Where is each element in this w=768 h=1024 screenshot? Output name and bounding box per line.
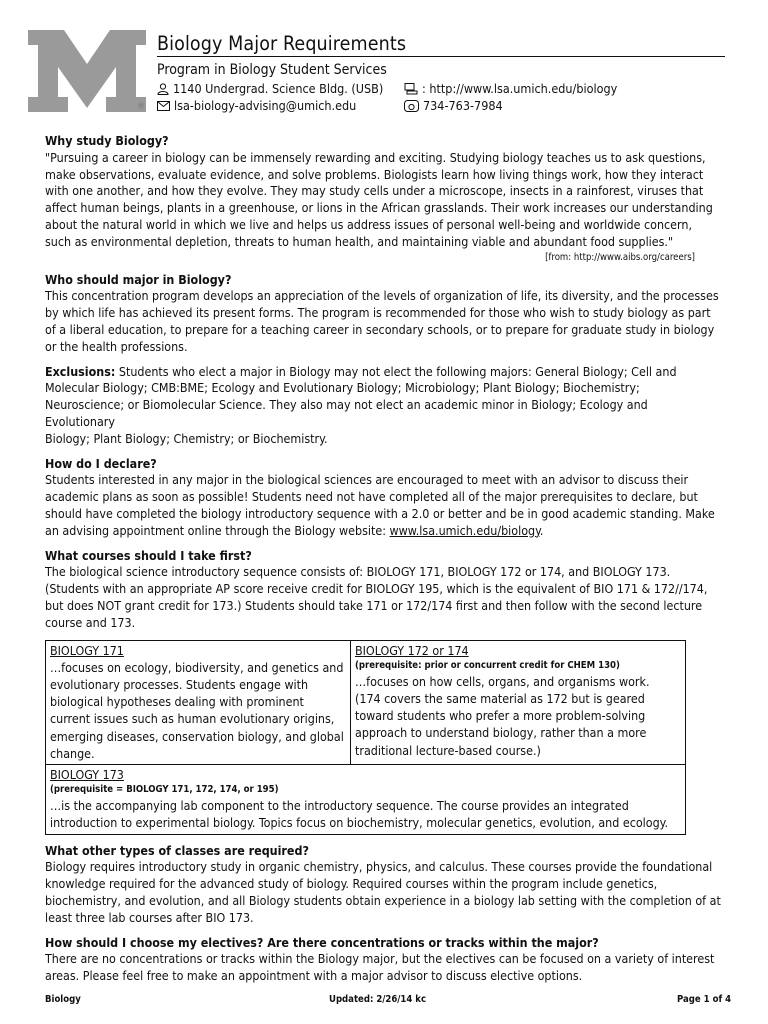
first-courses-line: The biological science introductory sequence consists of: BIOLOGY 171, BIOLOGY 172 or 174, and BIOLOGY 173. xyxy=(45,564,671,580)
other-classes-line: biochemistry, and evolution, and all Biology students obtain experience in a biology lab setting with the completion of at xyxy=(45,892,721,908)
page-title: Biology Major Requirements xyxy=(157,32,407,55)
course-desc-line: emerging diseases, conservation biology, and global xyxy=(50,728,344,744)
who-line: or the health professions. xyxy=(45,338,188,354)
why-quote-line: make observations, evaluate evidence, and solve problems. Biologists learn how living things work, how they interact xyxy=(45,166,704,182)
who-heading: Who should major in Biology? xyxy=(45,271,232,287)
first-courses-line: course and 173. xyxy=(45,614,136,630)
who-line: of a liberal education, to prepare for a teaching career in secondary schools, or to prepare for graduate study in biology xyxy=(45,321,715,337)
declare-end: . xyxy=(539,522,544,538)
why-quote-line: affect human beings, plants in a greenhouse, or lions in the African grasslands. Their work increases our understanding xyxy=(45,200,713,216)
course-desc-line: approach to understand biology, rather than a more xyxy=(355,725,647,741)
footer-updated: Updated: 2/26/14 kc xyxy=(329,994,427,1005)
declare-line xyxy=(45,523,721,540)
footer-page-number: Page 1 of 4 xyxy=(677,994,732,1005)
program-name: Program in Biology Student Services xyxy=(157,62,387,78)
course-cell-171 xyxy=(46,640,351,764)
who-line: This concentration program develops an appreciation of the levels of organization of life, its diversity, and the processes xyxy=(45,288,719,304)
other-classes-heading: What other types of classes are required? xyxy=(45,842,309,858)
exclusions-text: Students who elect a major in Biology may not elect the following majors: General Biology; Cell and xyxy=(115,363,677,379)
other-classes-line: knowledge required for the advanced study of biology. Required courses within the program include genetics, xyxy=(45,876,658,892)
course-cell-172 xyxy=(351,640,686,764)
course-desc-line: toward students who prefer a more problem-solving xyxy=(355,708,646,724)
course-desc-line: current issues such as human evolutionary origins, xyxy=(50,711,335,727)
course-title: BIOLOGY 172 or 174 xyxy=(355,642,469,658)
who-line: by which life has achieved its present forms. The program is recommended for those who wish to study biology as part xyxy=(45,305,711,321)
why-quote-line: "Pursuing a career in biology can be immensely rewarding and exciting. Studying biology teaches us to ask questions, xyxy=(45,149,706,165)
course-desc-line: introduction to experimental biology. Topics focus on biochemistry, molecular genetics, evolution, and ecology. xyxy=(50,815,669,831)
other-classes-line: Biology requires introductory study in organic chemistry, physics, and calculus. These courses provide the foundational xyxy=(45,859,713,875)
course-desc-line: biological hypotheses dealing with prominent xyxy=(50,694,304,710)
envelope-icon xyxy=(157,101,170,111)
electives-line: There are no concentrations or tracks within the Biology major, but the electives can be focused on a variety of interest xyxy=(45,951,715,967)
footer-left: Biology xyxy=(45,994,81,1005)
course-desc-line: …focuses on how cells, organs, and organisms work. xyxy=(355,673,650,689)
course-desc-line: (174 covers the same material as 172 but is geared xyxy=(355,690,645,706)
course-prereq: (prerequisite: prior or concurrent credit for CHEM 130) xyxy=(355,659,620,671)
phone-icon xyxy=(404,100,419,112)
course-title: BIOLOGY 173 xyxy=(50,766,124,782)
course-desc-line: traditional lecture-based course.) xyxy=(355,742,541,758)
course-desc-line: change. xyxy=(50,745,95,761)
title-divider xyxy=(157,56,725,57)
website-link[interactable]: : http://www.lsa.umich.edu/biology xyxy=(422,81,618,96)
biology-website-link[interactable]: www.lsa.umich.edu/biology xyxy=(389,522,540,538)
declare-heading: How do I declare? xyxy=(45,455,157,471)
address-text: 1140 Undergrad. Science Bldg. (USB) xyxy=(173,81,384,96)
exclusions-line: Neuroscience; or Biomolecular Science. They also may not elect an academic minor in Biology; Ecology and Evolutionary xyxy=(45,397,648,429)
registered-mark: ® xyxy=(137,102,146,112)
main-content xyxy=(45,133,721,985)
university-block-m-logo xyxy=(28,30,146,112)
exclusions-line: Biology; Plant Biology; Chemistry; or Biochemistry. xyxy=(45,430,328,446)
quote-source: [from: http://www.aibs.org/careers] xyxy=(545,251,695,263)
declare-text: an advising appointment online through the Biology website: xyxy=(45,522,390,538)
phone-line xyxy=(404,98,503,113)
why-quote-line: such as environmental depletion, threats to human health, and maintaining viable and abundant food supplies." xyxy=(45,233,674,249)
declare-line: Students interested in any major in the biological sciences are encouraged to meet with an advisor to discuss their xyxy=(45,472,689,488)
electives-heading: How should I choose my electives? Are there concentrations or tracks within the major? xyxy=(45,934,599,950)
why-heading: Why study Biology? xyxy=(45,133,169,148)
course-cell-173 xyxy=(46,764,686,834)
computer-icon xyxy=(404,83,418,95)
why-quote-line: with one another, and how they evolve. They may study cells under a microscope, insects in a rainforest, viruses that xyxy=(45,183,704,199)
intro-courses-table xyxy=(45,640,686,835)
first-courses-heading: What courses should I take first? xyxy=(45,547,252,563)
email-link[interactable]: lsa-biology-advising@umich.edu xyxy=(174,98,357,113)
declare-line: academic plans as soon as possible! Students need not have completed all of the major prerequisites to declare, but xyxy=(45,489,698,505)
website-line xyxy=(404,81,617,96)
course-desc-line: …is the accompanying lab component to the introductory sequence. The course provides an integrated xyxy=(50,798,629,814)
email-line xyxy=(157,98,356,113)
course-prereq: (prerequisite = BIOLOGY 171, 172, 174, or 195) xyxy=(50,784,279,796)
first-courses-line: but does NOT grant credit for 173.) Students should take 171 or 172/174 first and then follow with the second lecture xyxy=(45,597,703,613)
course-desc-line: evolutionary processes. Students engage with xyxy=(50,676,309,692)
address-line xyxy=(157,81,383,96)
exclusions-line: Molecular Biology; CMB:BME; Ecology and Evolutionary Biology; Microbiology; Plant Biology; Biochemistry; xyxy=(45,380,640,396)
other-classes-line: least three lab courses after BIO 173. xyxy=(45,909,254,925)
why-quote-line: about the natural world in which we live and helps us address issues of personal well-being and worldwide concern, xyxy=(45,216,693,232)
course-title: BIOLOGY 171 xyxy=(50,642,124,658)
first-courses-line: (Students with an appropriate AP score receive credit for BIOLOGY 195, which is the equivalent of BIO 171 & 172//174, xyxy=(45,581,708,597)
electives-line: areas. Please feel free to make an appointment with a major advisor to discuss elective options. xyxy=(45,968,583,984)
exclusions-label: Exclusions: xyxy=(45,363,116,379)
phone-number[interactable]: 734-763-7984 xyxy=(423,98,503,113)
person-icon xyxy=(157,83,169,95)
course-desc-line: …focuses on ecology, biodiversity, and genetics and xyxy=(50,659,344,675)
exclusions-line xyxy=(45,364,721,381)
declare-line: should have completed the biology introductory sequence with a 2.0 or better and be in good academic standing. Make xyxy=(45,505,715,521)
